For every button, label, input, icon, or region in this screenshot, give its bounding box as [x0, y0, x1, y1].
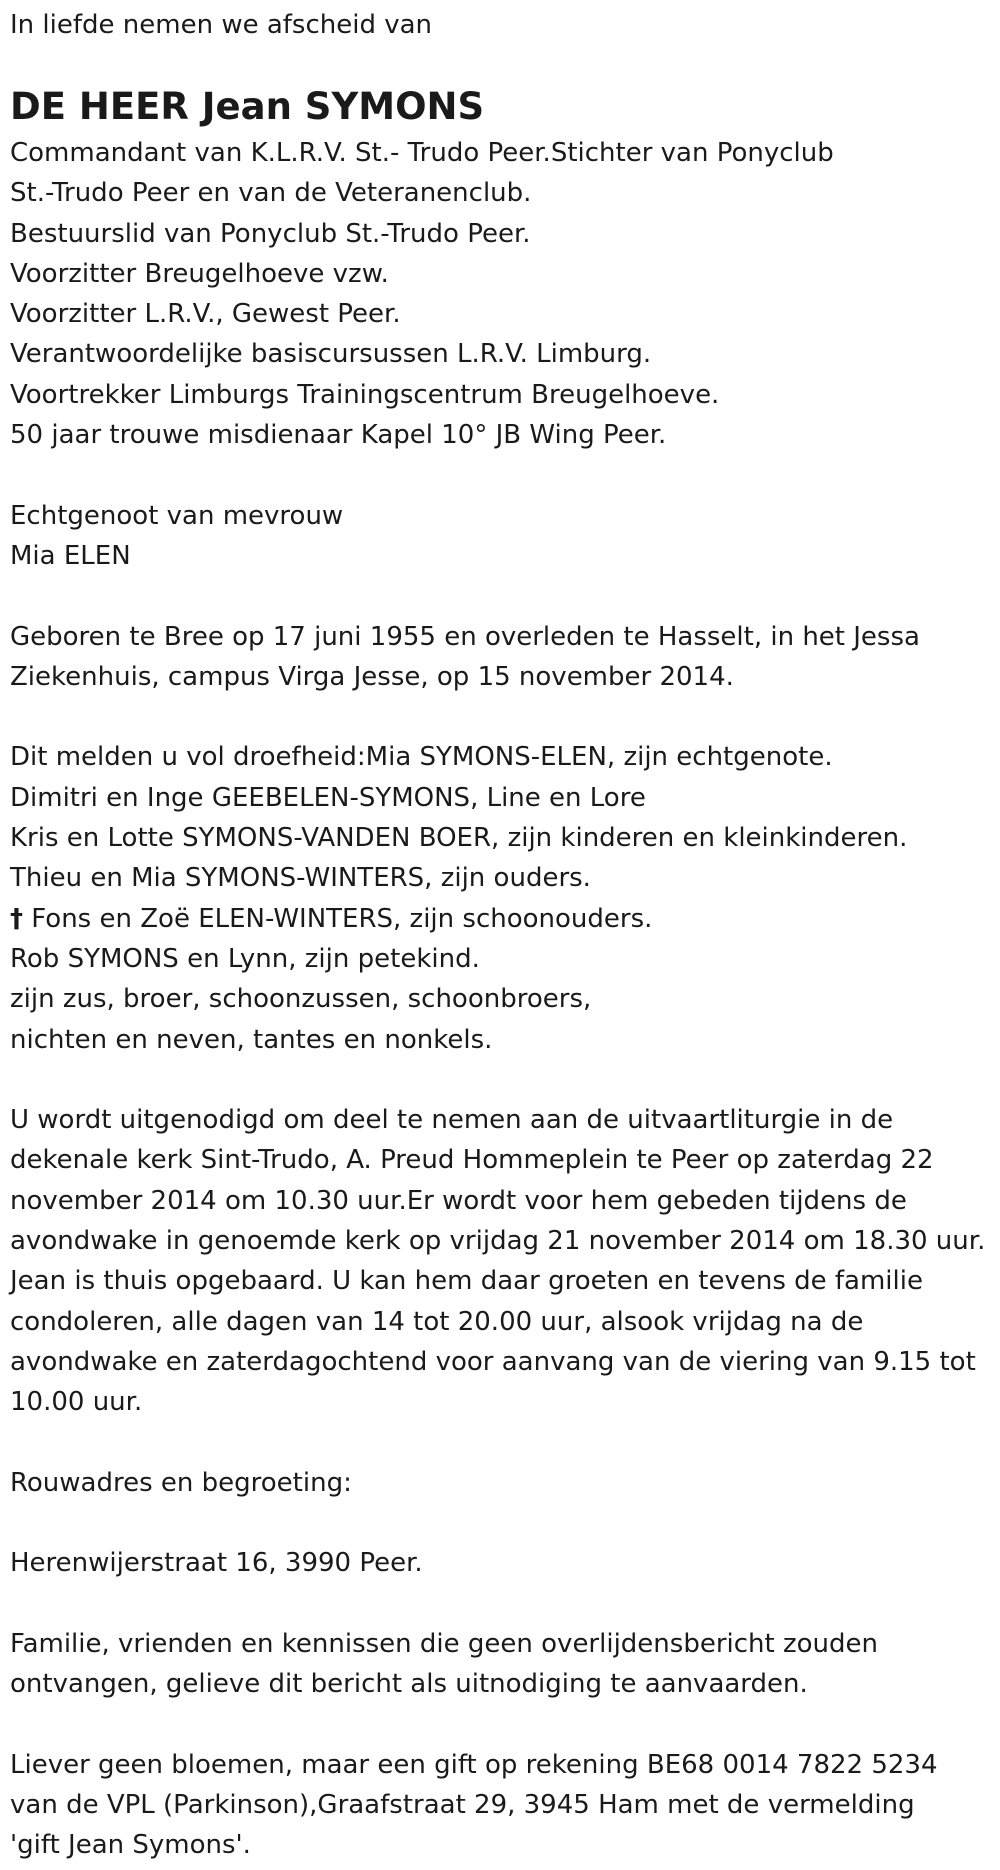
family-line: Dimitri en Inge GEEBELEN-SYMONS, Line en Lore	[10, 782, 646, 813]
spouse-section	[10, 496, 1000, 577]
ceremony-line: avondwake en zaterdagochtend voor aanvang van de viering van 9.15 tot	[10, 1346, 976, 1377]
ceremony-line: dekenale kerk Sint-Trudo, A. Preud Hommeplein te Peer op zaterdag 22	[10, 1145, 934, 1176]
title-line: Bestuurslid van Ponyclub St.-Trudo Peer.	[10, 218, 531, 249]
spacer	[10, 1705, 1000, 1745]
spacer	[10, 697, 1000, 737]
deceased-name: DE HEER Jean SYMONS	[10, 85, 485, 128]
family-line: nichten en neven, tantes en nonkels.	[10, 1024, 493, 1055]
notice-section	[10, 1624, 1000, 1705]
spouse-line: Echtgenoot van mevrouw	[10, 500, 344, 531]
ceremony-section	[10, 1100, 1000, 1422]
ceremony-line: condoleren, alle dagen van 14 tot 20.00 uur, alsook vrijdag na de	[10, 1306, 864, 1337]
donation-section	[10, 1745, 1000, 1866]
ceremony-line: Jean is thuis opgebaard. U kan hem daar groeten en tevens de familie	[10, 1266, 923, 1297]
donation-line: 'gift Jean Symons'.	[10, 1830, 251, 1861]
notice-line: Familie, vrienden en kennissen die geen overlijdensbericht zouden	[10, 1628, 878, 1659]
in-laws-text: Fons en Zoë ELEN-WINTERS, zijn schoonouders.	[23, 903, 653, 934]
birth-death-line: Ziekenhuis, campus Virga Jesse, op 15 november 2014.	[10, 661, 734, 692]
family-section	[10, 737, 1000, 1059]
family-line: zijn zus, broer, schoonzussen, schoonbroers,	[10, 984, 592, 1015]
birth-death-line: Geboren te Bree op 17 juni 1955 en overleden te Hasselt, in het Jessa	[10, 621, 920, 652]
spacer	[10, 455, 1000, 495]
title-line: St.-Trudo Peer en van de Veteranenclub.	[10, 178, 532, 209]
family-line: Thieu en Mia SYMONS-WINTERS, zijn ouders.	[10, 863, 591, 894]
title-line: Commandant van K.L.R.V. St.- Trudo Peer.Stichter van Ponyclub	[10, 138, 834, 168]
spouse-name: Mia ELEN	[10, 540, 131, 571]
title-line: Voorzitter L.R.V., Gewest Peer.	[10, 299, 401, 330]
title-line: Verantwoordelijke basiscursussen L.R.V. Limburg.	[10, 339, 652, 370]
spacer	[10, 1584, 1000, 1624]
address-label: Rouwadres en begroeting:	[10, 1467, 352, 1498]
address-text: Herenwijerstraat 16, 3990 Peer.	[10, 1548, 423, 1579]
ceremony-line: 10.00 uur.	[10, 1387, 143, 1418]
family-line: Kris en Lotte SYMONS-VANDEN BOER, zijn kinderen en kleinkinderen.	[10, 823, 908, 854]
ceremony-line: avondwake in genoemde kerk op vrijdag 21 november 2014 om 18.30 uur.	[10, 1226, 986, 1257]
donation-line: Liever geen bloemen, maar een gift op rekening BE68 0014 7822 5234	[10, 1749, 938, 1780]
ceremony-line: U wordt uitgenodigd om deel te nemen aan de uitvaartliturgie in de	[10, 1105, 894, 1136]
birth-death-section	[10, 617, 1000, 698]
in-laws-line	[10, 899, 1000, 939]
title-line: Voortrekker Limburgs Trainingscentrum Breugelhoeve.	[10, 379, 720, 410]
family-line: Rob SYMONS en Lynn, zijn petekind.	[10, 943, 480, 974]
notice-line: ontvangen, gelieve dit bericht als uitnodiging te aanvaarden.	[10, 1669, 808, 1700]
title-line: 50 jaar trouwe misdienaar Kapel 10° JB Wing Peer.	[10, 420, 667, 451]
cross-icon: †	[10, 903, 23, 934]
spacer	[10, 576, 1000, 616]
donation-line: van de VPL (Parkinson),Graafstraat 29, 3945 Ham met de vermelding	[10, 1790, 915, 1821]
intro-text: In liefde nemen we afscheid van	[10, 10, 433, 40]
spacer	[10, 1503, 1000, 1543]
spacer	[10, 1060, 1000, 1100]
titles-section	[10, 133, 1000, 455]
family-line: Dit melden u vol droefheid:Mia SYMONS-ELEN, zijn echtgenote.	[10, 742, 833, 773]
spacer	[10, 1423, 1000, 1463]
ceremony-line: november 2014 om 10.30 uur.Er wordt voor hem gebeden tijdens de	[10, 1185, 907, 1216]
title-line: Voorzitter Breugelhoeve vzw.	[10, 258, 389, 289]
